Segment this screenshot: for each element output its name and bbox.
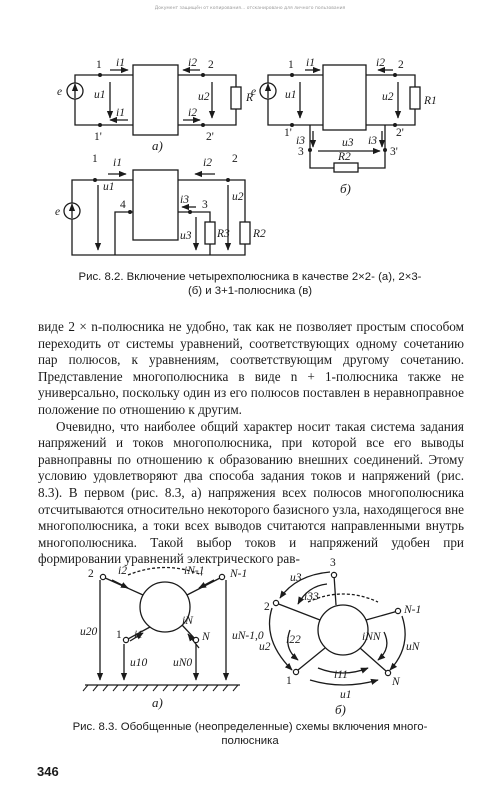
panel-c-circuit [64, 170, 250, 255]
resistor-r2-label: R2 [338, 151, 351, 163]
voltage-u1-label: u1 [340, 689, 352, 701]
voltage-uN-1-0-label: uN-1,0 [232, 630, 264, 642]
figure-8-3 [0, 540, 499, 720]
node-1p-label: 1' [94, 131, 102, 143]
figure-8-3-caption [40, 720, 460, 748]
node-2-label: 2 [208, 59, 214, 71]
voltage-u10-label: u10 [130, 657, 148, 669]
node-1-label: 1 [96, 59, 102, 71]
panel-a-multipole [85, 568, 240, 686]
voltage-u2-label: u2 [259, 641, 271, 653]
voltage-u1-label: u1 [94, 89, 106, 101]
node-4-label: 4 [120, 199, 126, 211]
node-2-label: 2 [398, 59, 404, 71]
current-iN-label: iN [182, 615, 193, 627]
caption-line-1: Рис. 8.3. Обобщенные (неопределенные) схемы включения много- [72, 721, 428, 733]
node-1-label: 1 [116, 629, 122, 641]
node-1-label: 1 [288, 59, 294, 71]
node-N-1-label: N-1 [230, 568, 248, 580]
resistor-r3-label: R3 [217, 228, 230, 240]
current-iNN-label: iNN [362, 631, 381, 643]
node-3-label: 3 [330, 557, 336, 569]
paragraph-2: Очевидно, что наиболее общий характер носит такая система задания напряжений и токов многополюсника, при которой все его выводы равноправны по отношению к образованию внешних соединений. Этому условию удовлетворяют два способа задания токов и напряжений (рис. 8.3). В первом (рис. 8.3, а) напряжения всех полюсов многополюсника отсчитываются относительно некоторого базисного узла, находящегося вне многополюсника, а токи всех выводов считаются направленными внутрь многополюсника. Такой выбор токов и напряжений удобен при формировании уравнений электрического рав- [38, 418, 464, 567]
voltage-u2-label: u2 [382, 91, 394, 103]
node-N-label: N [202, 631, 210, 643]
current-i1-label: i1 [116, 57, 125, 69]
current-i2-return-label: i2 [188, 107, 197, 119]
panel-a-label: а) [152, 695, 163, 710]
current-i1-label: i1 [113, 157, 122, 169]
paragraph-1: виде 2 × n-полюсника не удобно, так как не позволяет простым способом переходить от системы уравнений, соответствующих одному сочетанию пар полюсов, к уравнениям, соответствующим другому сочетанию. Представление многополюсника в виде n + 1-полюсника также не универсально, поскольку один из его полюсов поставлен в неравноправное положение по отношению к другим. [38, 319, 464, 417]
figure-8-2-caption [40, 270, 460, 298]
page-number: 346 [37, 764, 59, 779]
node-2-label: 2 [88, 568, 94, 580]
voltage-u2-label: u2 [198, 91, 210, 103]
node-1p-label: 1' [284, 127, 292, 139]
current-i2-label: i2 [188, 57, 197, 69]
panel-b-label: б) [340, 181, 351, 196]
voltage-u3-label: u3 [290, 572, 302, 584]
current-i33-label: i33 [304, 591, 319, 603]
voltage-u2-label: u2 [232, 191, 244, 203]
voltage-uN0-label: uN0 [173, 657, 193, 669]
source-e-label: e [251, 86, 257, 98]
current-i3-label: i3 [180, 194, 189, 206]
node-3-label: 3 [202, 199, 208, 211]
current-i11-label: i11 [334, 669, 348, 681]
voltage-u1-label: u1 [285, 89, 297, 101]
current-iN-1-label: iN-1 [184, 565, 205, 577]
voltage-u3-label: u3 [180, 230, 192, 242]
scan-watermark: Документ защищён от копирования... отсканировано для личного пользования [154, 6, 346, 11]
node-N-label: N [392, 676, 400, 688]
current-i3-left-label: i3 [296, 135, 305, 147]
voltage-u20-label: u20 [80, 626, 98, 638]
resistor-r1-label: R1 [424, 95, 437, 107]
voltage-uN-label: uN [406, 641, 420, 653]
resistor-r2-label: R2 [253, 228, 266, 240]
body-text [38, 319, 464, 568]
node-3p-label: 3' [390, 146, 398, 158]
current-i1-label: i1 [134, 629, 143, 641]
panel-b-label: б) [335, 702, 346, 717]
current-i1-label: i1 [306, 57, 315, 69]
source-e-label: e [57, 86, 63, 98]
resistor-r-label: R [246, 92, 254, 104]
source-e-label: e [55, 206, 61, 218]
node-3-label: 3 [298, 146, 304, 158]
current-i3-right-label: i3 [368, 135, 377, 147]
node-2p-label: 2' [396, 127, 404, 139]
node-2p-label: 2' [206, 131, 214, 143]
current-i2-label: i2 [203, 157, 212, 169]
ground-hatching [83, 685, 238, 691]
voltage-u1-label: u1 [103, 181, 115, 193]
node-2-label: 2 [232, 153, 238, 165]
node-1-label: 1 [92, 153, 98, 165]
current-i2-label: i2 [118, 565, 127, 577]
node-2-label: 2 [264, 601, 270, 613]
node-1-label: 1 [286, 675, 292, 687]
node-N-1-label: N-1 [404, 604, 422, 616]
current-i22-label: i22 [286, 634, 301, 646]
voltage-u3-label: u3 [342, 137, 354, 149]
caption-line-2: (б) и 3+1-полюсника (в) [187, 285, 313, 297]
caption-line-1: Рис. 8.2. Включение четырехполюсника в качестве 2×2- (а), 2×3- [78, 271, 422, 283]
current-i1-return-label: i1 [116, 107, 125, 119]
current-i2-label: i2 [376, 57, 385, 69]
caption-line-2: полюсника [221, 735, 279, 747]
panel-a-label: а) [152, 138, 163, 153]
